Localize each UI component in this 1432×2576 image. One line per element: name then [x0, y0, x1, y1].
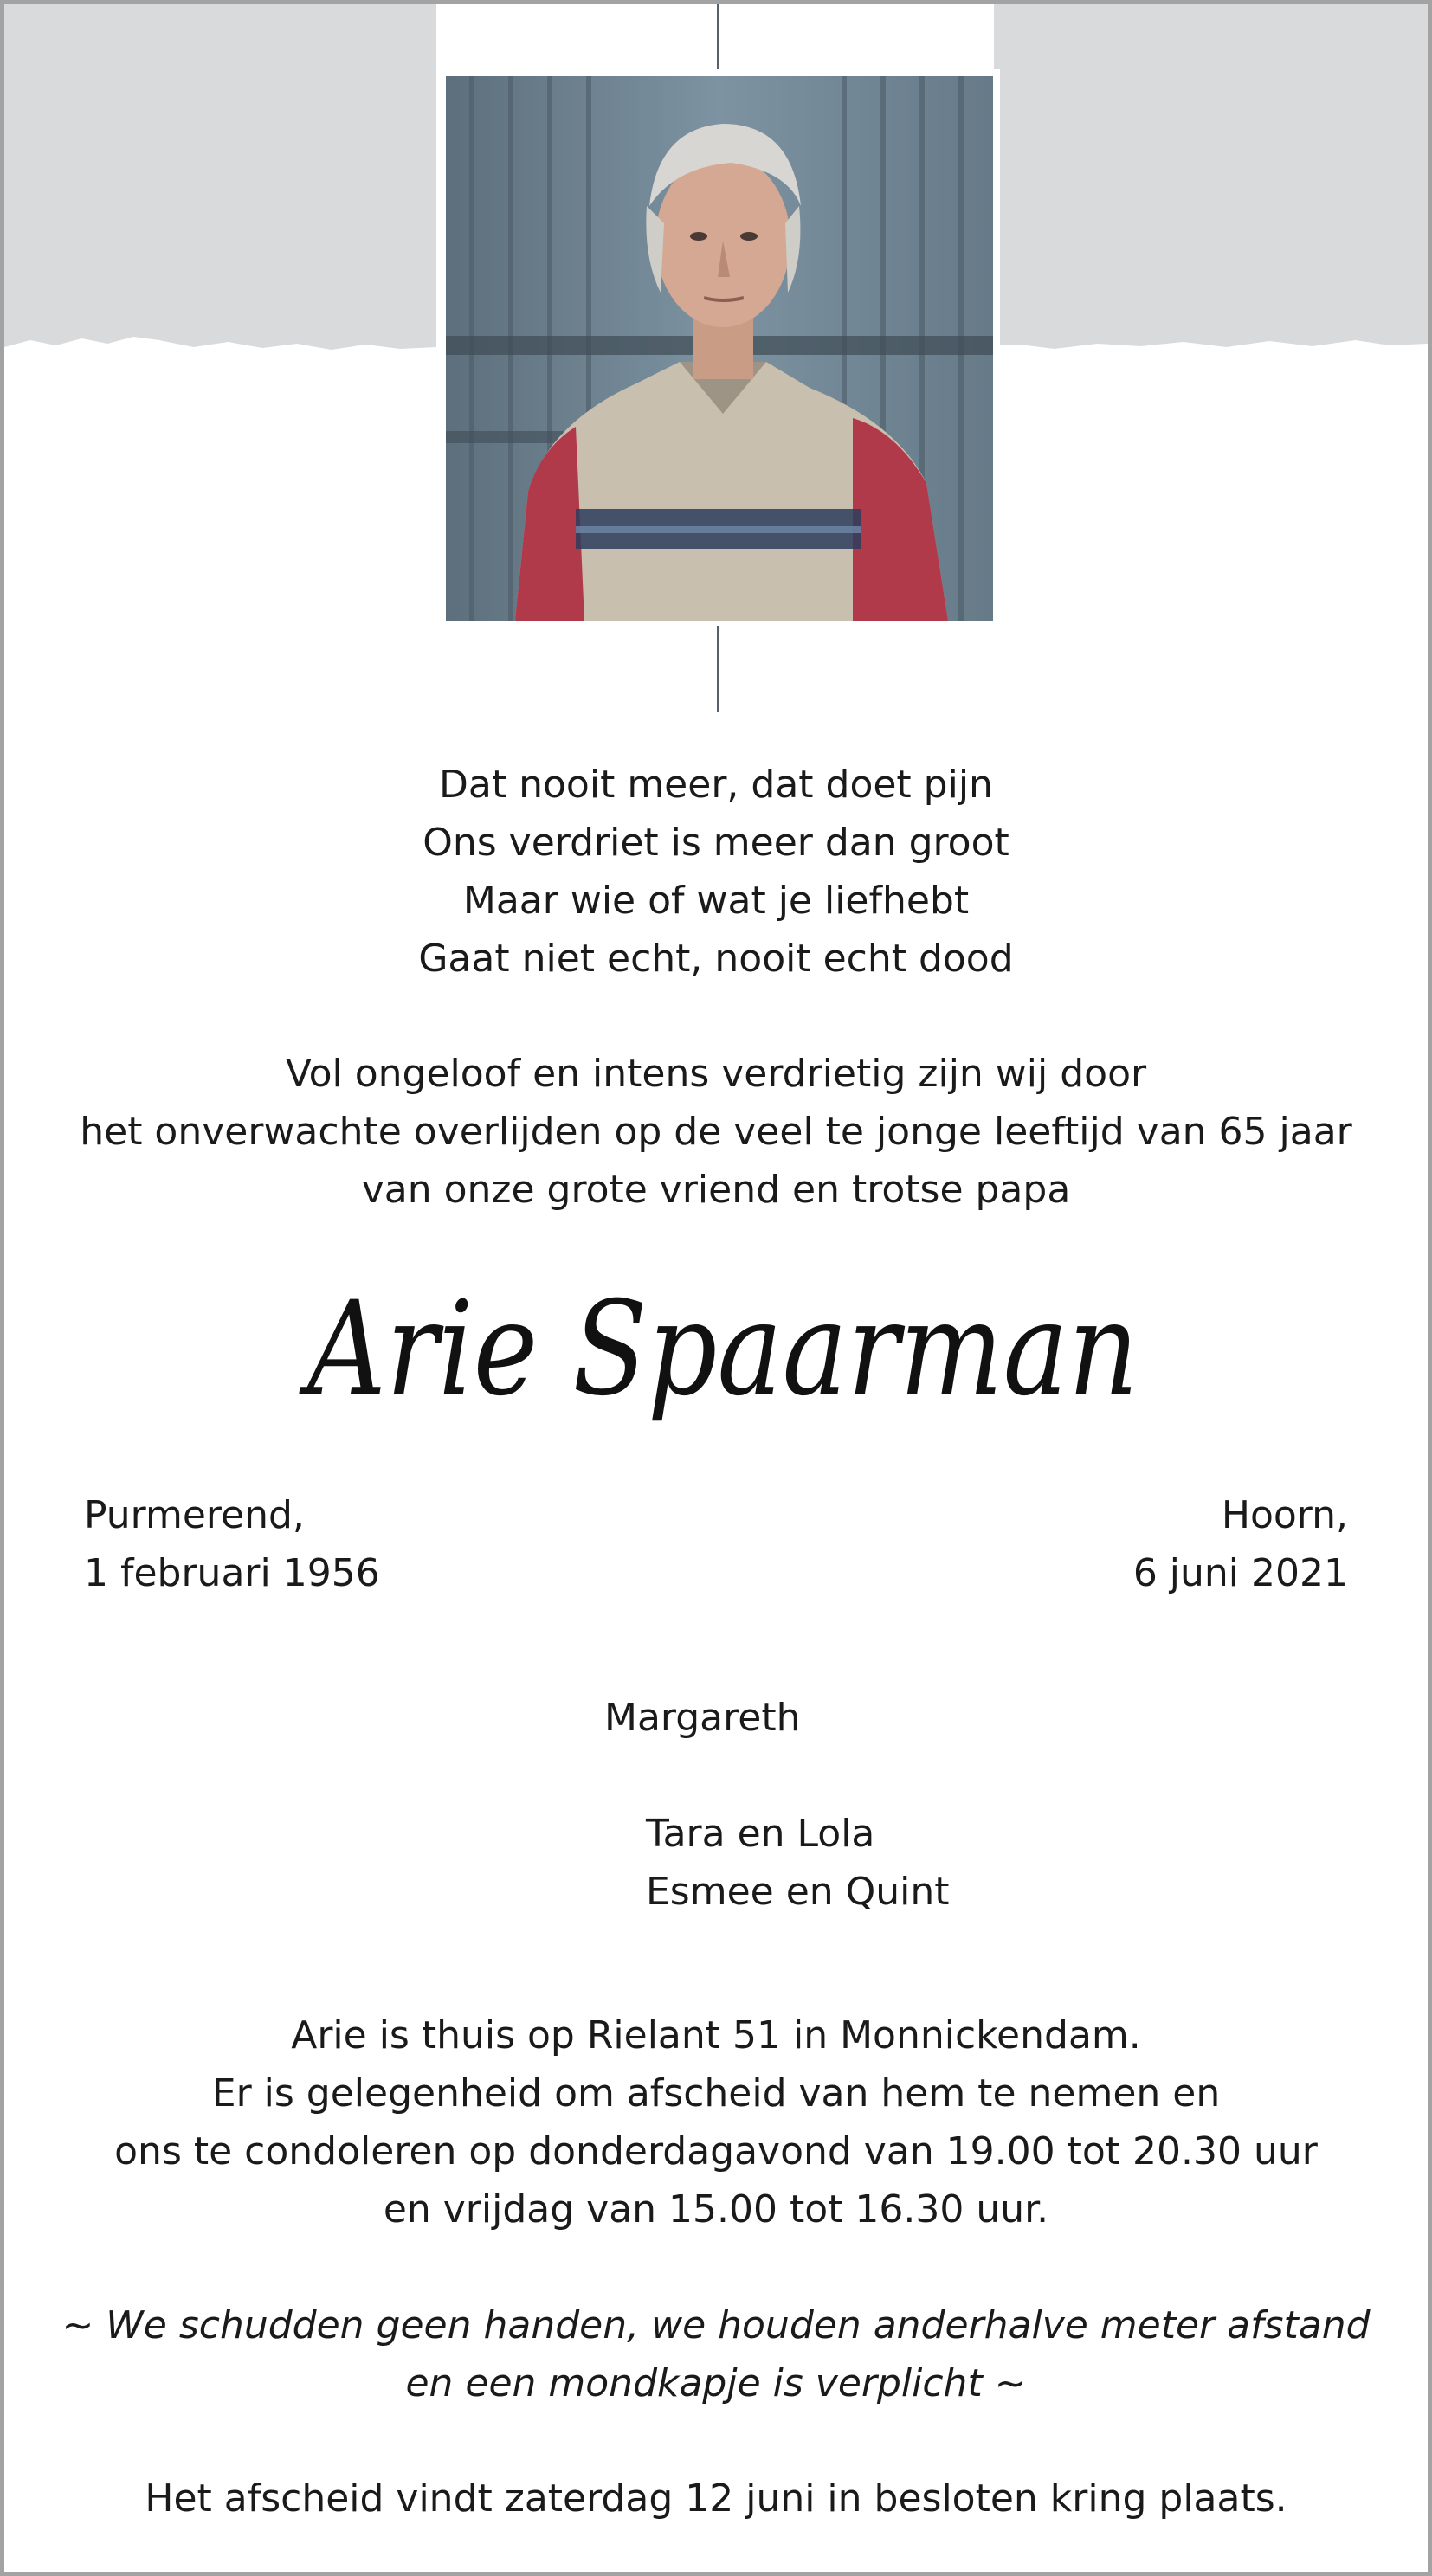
death-place: Hoorn,: [1221, 1493, 1348, 1537]
visitation-line: Er is gelegenheid om afscheid van hem te nemen en: [211, 2071, 1221, 2116]
announcement-line: het onverwachte overlijden op de veel te jonge leeftijd van 65 jaar: [80, 1110, 1352, 1154]
covid-note-line: ~ We schudden geen handen, we houden anderhalve meter afstand: [61, 2303, 1371, 2347]
poem-line: Ons verdriet is meer dan groot: [423, 821, 1009, 865]
visitation-line: ons te condoleren op donderdagavond van 19.00 tot 20.30 uur: [114, 2129, 1318, 2174]
death-date: 6 juni 2021: [1132, 1551, 1348, 1595]
poem-line: Maar wie of wat je liefhebt: [462, 879, 970, 923]
children-line: Tara en Lola: [646, 1812, 875, 1856]
covid-note-line: en een mondkapje is verplicht ~: [405, 2361, 1027, 2405]
birth-place: Purmerend,: [84, 1493, 305, 1537]
covid-note: [4, 2296, 1428, 2412]
partner-name: Margareth: [604, 1696, 801, 1740]
birth-date: 1 februari 1956: [84, 1551, 380, 1595]
closing-text: [4, 2470, 1428, 2528]
children-names: [646, 1805, 950, 1921]
visitation-info: [4, 2006, 1428, 2238]
top-divider-line: [717, 4, 719, 72]
deceased-name: Arie Spaarman: [298, 1274, 1139, 1425]
visitation-line: en vrijdag van 15.00 tot 16.30 uur.: [383, 2187, 1049, 2231]
visitation-line: Arie is thuis op Rielant 51 in Monnickendam.: [291, 2013, 1141, 2058]
announcement-text: [4, 1045, 1428, 1219]
portrait-photo: [446, 76, 993, 621]
closing-line: Het afscheid vindt zaterdag 12 juni in besloten kring plaats.: [145, 2476, 1287, 2521]
children-line: Esmee en Quint: [646, 1870, 950, 1914]
poem-line: Dat nooit meer, dat doet pijn: [439, 763, 993, 807]
poem: [4, 756, 1428, 988]
bottom-divider-line: [717, 626, 719, 712]
birth-info: [84, 1486, 380, 1602]
poem-line: Gaat niet echt, nooit echt dood: [418, 937, 1014, 981]
portrait-frame: [439, 69, 1000, 628]
death-info: [1133, 1486, 1348, 1602]
announcement-line: van onze grote vriend en trotse papa: [361, 1168, 1071, 1212]
announcement-line: Vol ongeloof en intens verdrietig zijn wij door: [285, 1052, 1147, 1096]
name-signature: [281, 1242, 1164, 1476]
